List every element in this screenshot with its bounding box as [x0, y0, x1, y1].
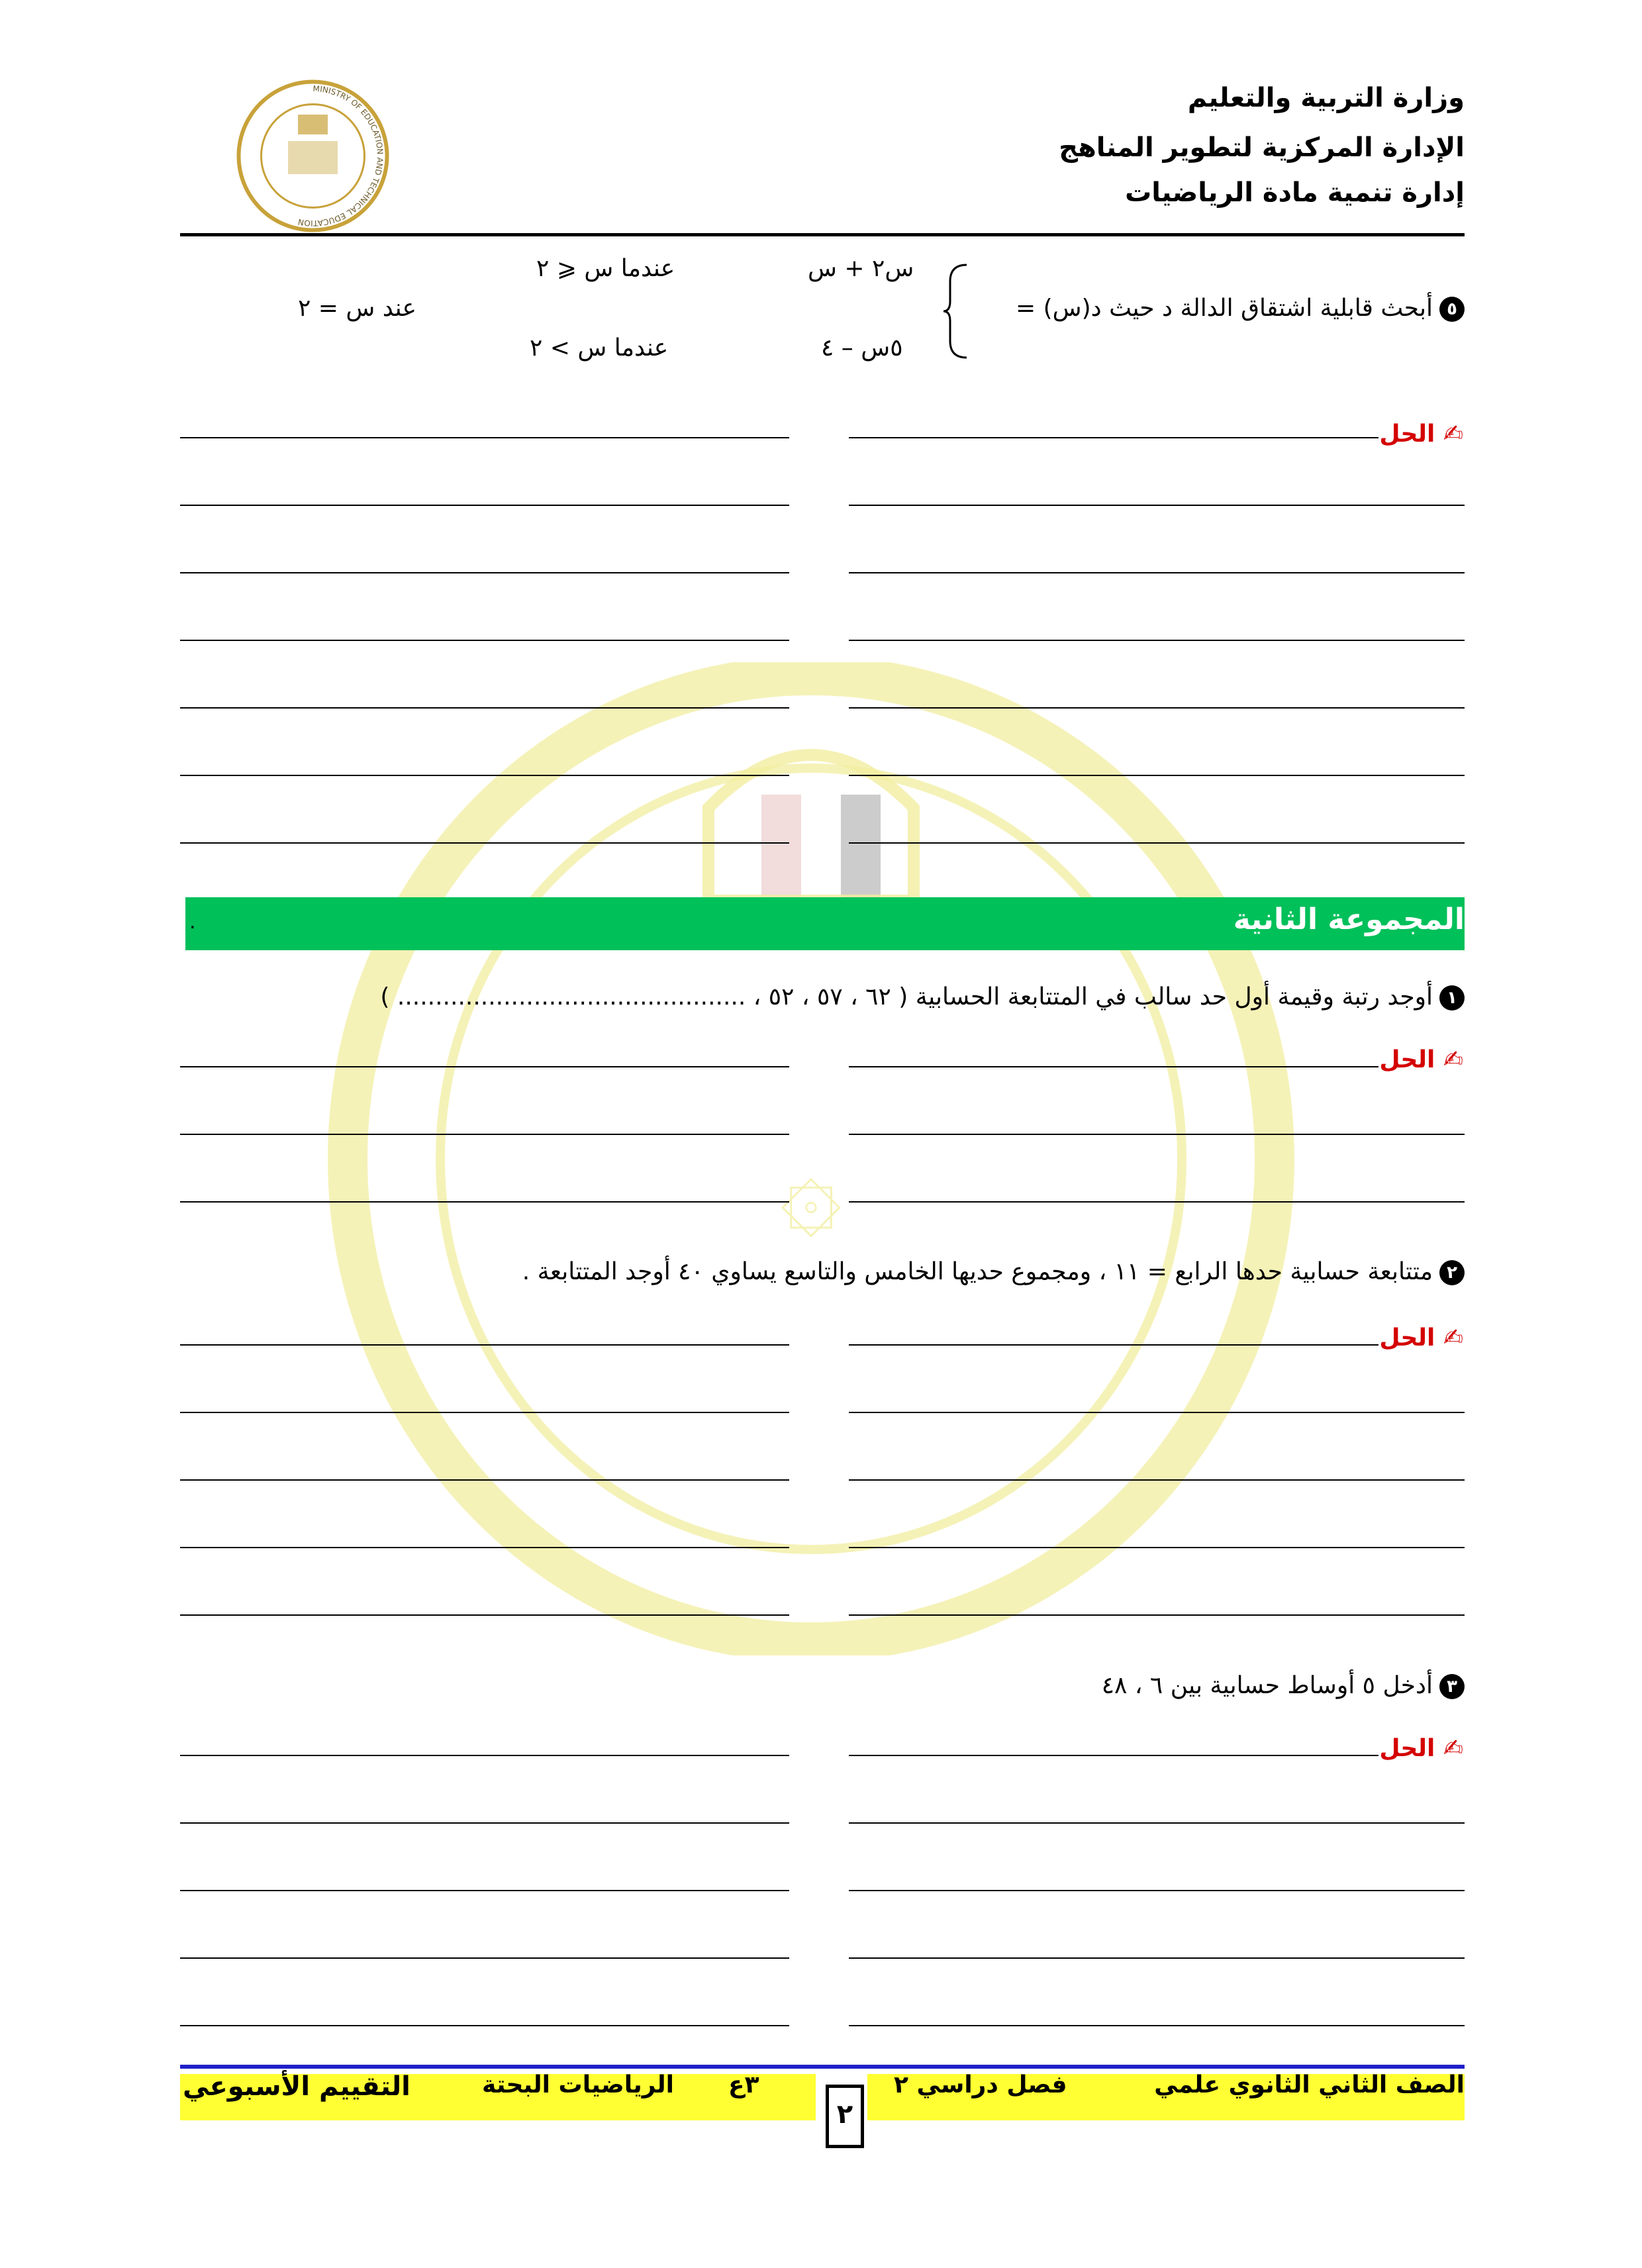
footer-assessment: التقييم الأسبوعي: [183, 2071, 410, 2102]
answer-line[interactable]: [180, 842, 789, 844]
question-3: [1102, 1672, 1465, 1699]
answer-line[interactable]: [180, 1066, 789, 1067]
answer-line[interactable]: [849, 775, 1465, 776]
answer-line[interactable]: [180, 505, 789, 506]
piecewise-brace: [940, 262, 973, 361]
answer-line[interactable]: [180, 1890, 789, 1891]
answer-line[interactable]: [849, 1614, 1465, 1616]
logo-text: MINISTRY OF EDUCATION AND TECHNICAL EDUCATION: [297, 83, 385, 228]
answer-line[interactable]: [849, 572, 1465, 573]
answer-line[interactable]: [180, 1412, 789, 1413]
svg-text:۞: ۞: [780, 1126, 842, 1250]
ministry-logo: [235, 78, 391, 234]
footer-page-box: [826, 2085, 864, 2148]
answer-line[interactable]: [180, 1344, 789, 1346]
question-5: [1016, 295, 1465, 322]
answer-line[interactable]: [180, 2025, 789, 2026]
answer-line[interactable]: [849, 1066, 1378, 1067]
answer-line[interactable]: [180, 437, 789, 438]
case2-expr: ٥س – ٤: [821, 334, 903, 362]
answer-line[interactable]: [849, 1412, 1465, 1413]
question-1-number: ١: [1439, 985, 1465, 1011]
question-1: [380, 983, 1465, 1011]
answer-line[interactable]: [849, 1547, 1465, 1548]
answer-line[interactable]: [849, 1822, 1465, 1824]
header-math-admin: إدارة تنمية مادة الرياضيات: [1125, 177, 1465, 208]
at-x-equals-2: عند س = ٢: [298, 295, 417, 322]
question-1-text: أوجد رتبة وقيمة أول حد سالب في المتتابعة الحسابية ( ٦٢ ، ٥٧ ، ٥٢ ، .............................................. ): [380, 983, 1433, 1011]
answer-line[interactable]: [180, 1822, 789, 1824]
answer-line[interactable]: [180, 640, 789, 641]
answer-line[interactable]: [849, 1479, 1465, 1481]
answer-line[interactable]: [180, 1201, 789, 1203]
solution-label-q3: ✍ الحل: [1379, 1735, 1463, 1762]
footer-rule: [180, 2065, 1465, 2069]
answer-line[interactable]: [180, 707, 789, 709]
question-2-text: متتابعة حسابية حدها الرابع = ١١ ، ومجموع حديها الخامس والتاسع يساوي ٤٠ أوجد المتتابعة .: [522, 1258, 1433, 1285]
question-5-number: ٥: [1439, 297, 1465, 322]
case2-cond: عندما س > ٢: [530, 334, 669, 362]
answer-line[interactable]: [849, 1201, 1465, 1203]
answer-line[interactable]: [849, 1134, 1465, 1135]
footer-subject: الرياضيات البحتة: [482, 2071, 675, 2098]
footer-code: ٣ع: [728, 2071, 759, 2098]
answer-line[interactable]: [849, 505, 1465, 506]
answer-line[interactable]: [180, 775, 789, 776]
answer-line[interactable]: [849, 640, 1465, 641]
header-ministry: وزارة التربية والتعليم: [1187, 83, 1465, 113]
solution-label-q5: ✍ الحل: [1379, 420, 1463, 448]
answer-line[interactable]: [849, 1957, 1465, 1959]
group-2-dot: .: [189, 911, 196, 934]
question-3-text: أدخل ٥ أوساط حسابية بين ٦ ، ٤٨: [1101, 1672, 1433, 1699]
question-2-number: ٢: [1439, 1260, 1465, 1285]
group-2-bar: [185, 897, 1465, 950]
question-5-text: أبحث قابلية اشتقاق الدالة د حيث د(س) =: [1016, 295, 1433, 322]
answer-line[interactable]: [180, 1957, 789, 1959]
answer-line[interactable]: [180, 572, 789, 573]
answer-line[interactable]: [849, 842, 1465, 844]
answer-line[interactable]: [849, 437, 1378, 438]
footer-page-number: ٢: [836, 2099, 853, 2130]
solution-label-q1: ✍ الحل: [1379, 1046, 1463, 1073]
footer-term: فصل دراسي ٢: [894, 2071, 1067, 2098]
footer-grade: الصف الثاني الثانوي علمي: [1154, 2071, 1465, 2098]
answer-line[interactable]: [849, 2025, 1465, 2026]
answer-line[interactable]: [849, 1890, 1465, 1891]
answer-line[interactable]: [180, 1547, 789, 1548]
answer-line[interactable]: [849, 1755, 1378, 1756]
question-2: [522, 1258, 1465, 1285]
watermark: [166, 662, 1457, 1655]
answer-line[interactable]: [849, 707, 1465, 709]
header-rule: [180, 233, 1465, 236]
case1-expr: س٢ + س: [808, 255, 914, 282]
header-central-admin: الإدارة المركزية لتطوير المناهج: [1059, 132, 1465, 163]
answer-line[interactable]: [180, 1755, 789, 1756]
answer-line[interactable]: [180, 1479, 789, 1481]
answer-line[interactable]: [180, 1614, 789, 1616]
case1-cond: عندما س ⩽ ٢: [536, 255, 675, 282]
group-2-title: المجموعة الثانية: [1233, 903, 1465, 936]
solution-label-q2: ✍ الحل: [1379, 1324, 1463, 1352]
answer-line[interactable]: [180, 1134, 789, 1135]
answer-line[interactable]: [849, 1344, 1378, 1346]
question-3-number: ٣: [1439, 1674, 1465, 1699]
